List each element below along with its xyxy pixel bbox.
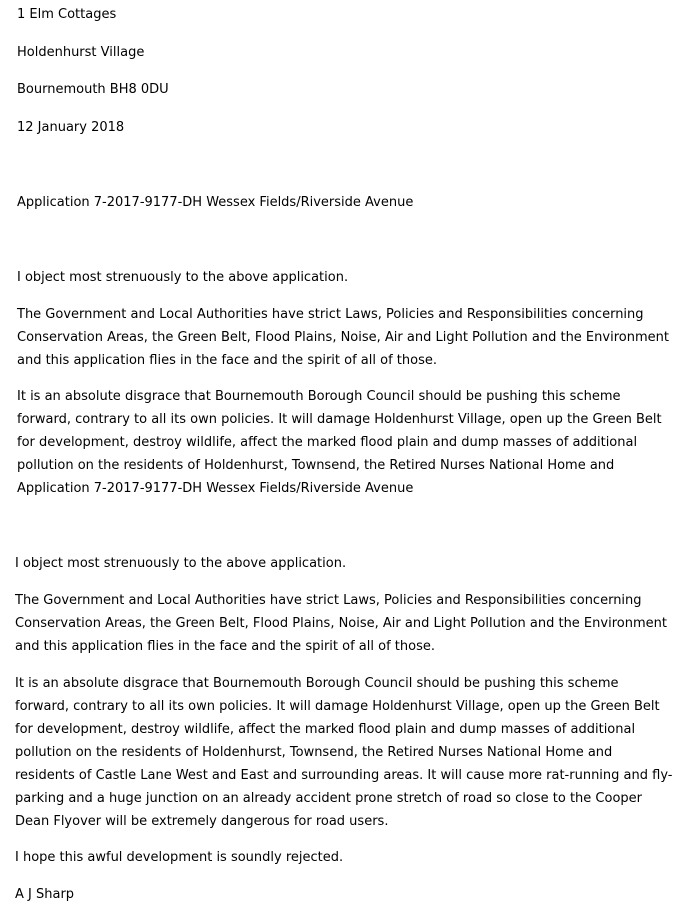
address-line-1: 1 Elm Cottages [17, 7, 117, 22]
paragraph-line: It is an absolute disgrace that Bournemouth Borough Council should be pushing this scheme [15, 676, 619, 691]
paragraph-line: Conservation Areas, the Green Belt, Flood Plains, Noise, Air and Light Pollution and the Environment [15, 616, 667, 631]
paragraph-line: for development, destroy wildlife, affect the marked flood plain and dump masses of additional [15, 722, 636, 737]
paragraph-line: pollution on the residents of Holdenhurst, Townsend, the Retired Nurses National Home and [15, 745, 613, 760]
address-line-2: Holdenhurst Village [17, 45, 145, 60]
paragraph-line: Application 7-2017-9177-DH Wessex Fields/Riverside Avenue [17, 481, 414, 496]
paragraph-line: The Government and Local Authorities have strict Laws, Policies and Responsibilities concerning [17, 307, 644, 322]
paragraph-line: The Government and Local Authorities have strict Laws, Policies and Responsibilities concerning [15, 593, 642, 608]
objection-paragraph: I object most strenuously to the above application. [17, 270, 349, 285]
subject-line: Application 7-2017-9177-DH Wessex Fields/Riverside Avenue [17, 195, 414, 210]
paragraph-line: residents of Castle Lane West and East and surrounding areas. It will cause more rat-running and fly- [15, 768, 673, 783]
paragraph-line: Conservation Areas, the Green Belt, Flood Plains, Noise, Air and Light Pollution and the Environment [17, 330, 669, 345]
address-line-3: Bournemouth BH8 0DU [17, 82, 169, 97]
letter-date: 12 January 2018 [17, 120, 125, 135]
paragraph-line: pollution on the residents of Holdenhurst, Townsend, the Retired Nurses National Home and [17, 458, 615, 473]
paragraph-line: Dean Flyover will be extremely dangerous for road users. [15, 814, 389, 829]
paragraph-line: for development, destroy wildlife, affect the marked flood plain and dump masses of additional [17, 435, 638, 450]
signature: A J Sharp [15, 887, 75, 902]
paragraph-line: It is an absolute disgrace that Bournemouth Borough Council should be pushing this scheme [17, 389, 621, 404]
closing-paragraph: I hope this awful development is soundly rejected. [15, 850, 344, 865]
paragraph-line: and this application flies in the face and the spirit of all of those. [15, 639, 435, 654]
objection-paragraph: I object most strenuously to the above application. [15, 556, 347, 571]
paragraph-line: forward, contrary to all its own policies. It will damage Holdenhurst Village, open up the Green Belt [17, 412, 662, 427]
paragraph-line: and this application flies in the face and the spirit of all of those. [17, 353, 437, 368]
paragraph-line: parking and a huge junction on an already accident prone stretch of road so close to the Cooper [15, 791, 642, 806]
paragraph-line: forward, contrary to all its own policies. It will damage Holdenhurst Village, open up the Green Belt [15, 699, 660, 714]
